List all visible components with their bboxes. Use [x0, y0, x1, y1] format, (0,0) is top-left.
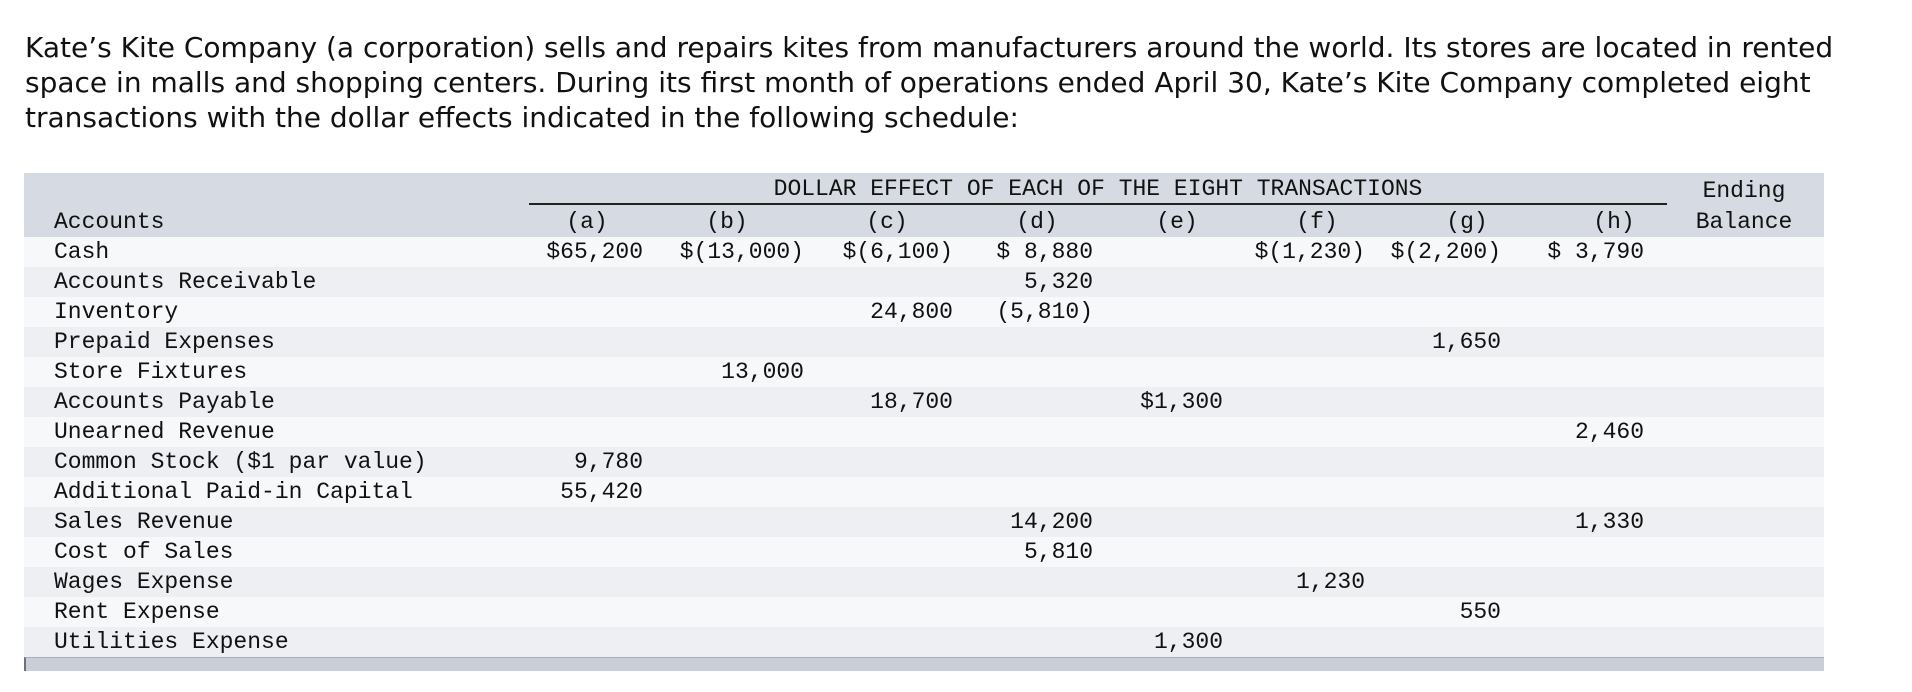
- account-name: Wages Expense: [54, 569, 234, 595]
- amount-cell-c: 18,700: [870, 389, 953, 415]
- account-name: Sales Revenue: [54, 509, 234, 535]
- amount-cell-h: 2,460: [1574, 419, 1644, 445]
- table-row: [24, 357, 1824, 387]
- amount-cell-d: 5,320: [1023, 269, 1093, 295]
- table-row: [24, 267, 1824, 297]
- amount-cell-c: $(6,100): [842, 239, 953, 265]
- table-row: [24, 627, 1824, 657]
- ending-balance-line2: Balance: [1695, 209, 1793, 235]
- table-row: [24, 417, 1824, 447]
- amount-cell-a: $65,200: [546, 239, 643, 265]
- table-row: [24, 477, 1824, 507]
- table-footer-bar: [24, 657, 1824, 671]
- table-row: [24, 507, 1824, 537]
- ending-balance-line1: Ending: [1702, 178, 1786, 204]
- column-header-d: (d): [1016, 209, 1058, 235]
- table-row: [24, 597, 1824, 627]
- ending-balance-header: [1674, 176, 1814, 238]
- amount-cell-d: $ 8,880: [996, 239, 1093, 265]
- account-name: Cost of Sales: [54, 539, 234, 565]
- column-header-f: (f): [1296, 209, 1338, 235]
- account-name: Common Stock ($1 par value): [54, 449, 427, 475]
- amount-cell-a: 55,420: [560, 479, 643, 505]
- column-header-c: (c): [866, 209, 908, 235]
- account-name: Unearned Revenue: [54, 419, 275, 445]
- account-name: Inventory: [54, 299, 179, 325]
- schedule-rows: [24, 237, 1824, 657]
- amount-cell-h: $ 3,790: [1547, 239, 1644, 265]
- amount-cell-d: 5,810: [1023, 539, 1093, 565]
- table-row: [24, 297, 1824, 327]
- table-row: [24, 537, 1824, 567]
- account-name: Rent Expense: [54, 599, 220, 625]
- accounts-header: Accounts: [54, 209, 165, 235]
- amount-cell-h: 1,330: [1574, 509, 1644, 535]
- intro-paragraph: Kate’s Kite Company (a corporation) sells and repairs kites from manufacturers around the world. Its stores are located in rented space in malls and shopping centers. During its first month of operations ended April 30, Kate’s Kite Company completed eight transactions with the dollar effects indicated in the following schedule:: [25, 31, 1834, 134]
- amount-cell-e: $1,300: [1140, 389, 1223, 415]
- column-header-h: (h): [1593, 209, 1635, 235]
- schedule-title: DOLLAR EFFECT OF EACH OF THE EIGHT TRANSACTIONS: [773, 176, 1423, 202]
- column-header-a: (a): [566, 209, 608, 235]
- amount-cell-e: 1,300: [1153, 629, 1223, 655]
- amount-cell-c: 24,800: [870, 299, 953, 325]
- account-name: Cash: [54, 239, 110, 265]
- amount-cell-f: $(1,230): [1254, 239, 1365, 265]
- account-name: Store Fixtures: [54, 359, 248, 385]
- account-name: Accounts Payable: [54, 389, 275, 415]
- column-header-e: (e): [1156, 209, 1198, 235]
- amount-cell-b: 13,000: [721, 359, 804, 385]
- amount-cell-g: 550: [1459, 599, 1501, 625]
- table-row: [24, 387, 1824, 417]
- account-name: Utilities Expense: [54, 629, 289, 655]
- table-row: [24, 567, 1824, 597]
- amount-cell-f: 1,230: [1295, 569, 1365, 595]
- amount-cell-d: 14,200: [1010, 509, 1093, 535]
- amount-cell-b: $(13,000): [679, 239, 804, 265]
- table-row: [24, 447, 1824, 477]
- amount-cell-a: 9,780: [573, 449, 643, 475]
- account-name: Prepaid Expenses: [54, 329, 275, 355]
- amount-cell-d: (5,810): [996, 299, 1093, 325]
- account-name: Accounts Receivable: [54, 269, 317, 295]
- table-row: [24, 327, 1824, 357]
- amount-cell-g: 1,650: [1431, 329, 1501, 355]
- amount-cell-g: $(2,200): [1390, 239, 1501, 265]
- account-name: Additional Paid-in Capital: [54, 479, 413, 505]
- header-rule: [529, 203, 1667, 205]
- schedule-header: [24, 173, 1824, 237]
- transaction-schedule: [24, 173, 1824, 671]
- column-header-b: (b): [706, 209, 748, 235]
- column-header-g: (g): [1446, 209, 1488, 235]
- table-row: [24, 237, 1824, 267]
